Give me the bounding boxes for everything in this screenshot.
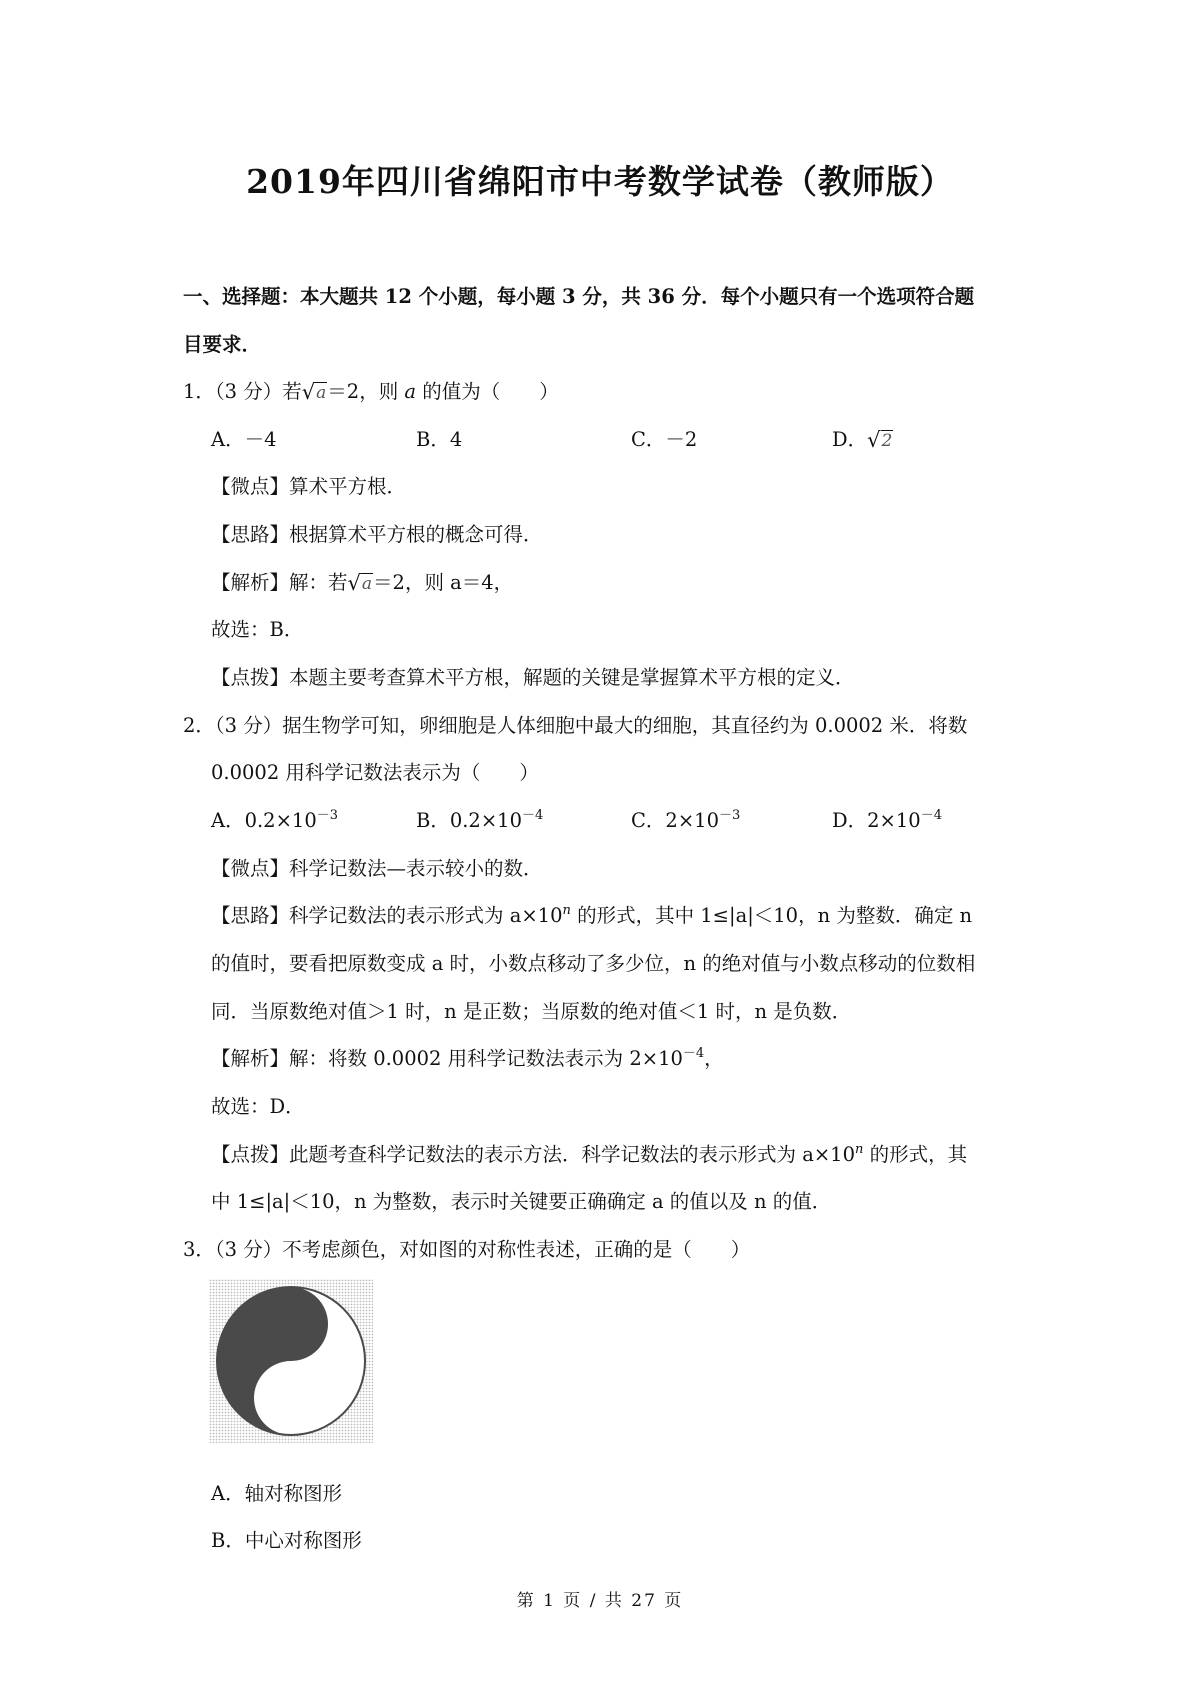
q1-prefix: 1．（3 分）若 <box>183 380 302 403</box>
q1-option-c: C．－2 <box>631 428 698 451</box>
q1-option-a: A．－4 <box>211 428 277 451</box>
question-2-stem-line1: 2．（3 分）据生物学可知，卵细胞是人体细胞中最大的细胞，其直径约为 0.0002 米．将数 <box>183 714 968 737</box>
q1-silu: 【思路】根据算术平方根的概念可得． <box>211 523 543 546</box>
question-1-stem <box>183 379 559 405</box>
q2-silu-line3: 同．当原数绝对值＞1 时，n 是正数；当原数的绝对值＜1 时，n 是负数． <box>211 1000 852 1023</box>
q2-dianbo-line2: 中 1≤|a|＜10，n 为整数，表示时关键要正确确定 a 的值以及 n 的值． <box>211 1190 832 1213</box>
q1-suffix: 的值为（ ） <box>422 380 559 403</box>
q3-option-a: A．轴对称图形 <box>211 1482 343 1505</box>
q1-dianbo: 【点拨】本题主要考查算术平方根，解题的关键是掌握算术平方根的定义． <box>211 666 855 689</box>
sqrt-symbol: √a <box>301 380 327 404</box>
q1-option-d: D．√2 <box>832 428 893 452</box>
q1-mid: ＝2，则 <box>327 380 399 403</box>
q2-option-a: A．$0.2\times 10^{-3}$ <box>211 808 339 832</box>
section-header-line2: 目要求． <box>183 333 262 356</box>
sqrt-symbol: √a <box>347 571 373 595</box>
q1-jiexi: 【解析】解：若√a＝2，则 a＝4， <box>211 571 514 595</box>
question-3-stem: 3．（3 分）不考虑颜色，对如图的对称性表述，正确的是（ ） <box>183 1238 751 1261</box>
sqrt-symbol: √2 <box>867 428 893 452</box>
q1-weidian: 【微点】算术平方根． <box>211 475 407 498</box>
q2-silu-line2: 的值时，要看把原数变成 a 时，小数点移动了多少位，n 的绝对值与小数点移动的位数相 <box>211 952 976 975</box>
page-footer: 第 1 页 / 共 27 页 <box>516 1591 684 1611</box>
q2-option-b: B．$0.2\times 10^{-4}$ <box>416 808 544 832</box>
q1-var: a <box>404 380 417 403</box>
q2-silu-line1: 【思路】科学记数法的表示形式为 $a\times 10^n$ 的形式，其中 1≤|a|＜10，n 为整数．确定 n <box>211 903 973 927</box>
q2-option-d: D．$2\times 10^{-4}$ <box>832 808 942 832</box>
q2-option-c: C．$2\times 10^{-3}$ <box>631 808 741 832</box>
page-title: 2019年四川省绵阳市中考数学试卷（教师版） <box>246 162 954 201</box>
q2-answer: 故选：D． <box>211 1095 305 1118</box>
q2-weidian: 【微点】科学记数法—表示较小的数． <box>211 857 543 880</box>
q3-option-b: B．中心对称图形 <box>211 1529 362 1552</box>
yin-yang-icon <box>209 1279 373 1443</box>
q2-jiexi: 【解析】解：将数 0.0002 用科学记数法表示为 $2\times 10^{-4}$， <box>211 1046 724 1070</box>
q2-dianbo-line1: 【点拨】此题考查科学记数法的表示方法．科学记数法的表示形式为 $a\times 10^n$ 的形式，其 <box>211 1142 968 1166</box>
question-2-stem-line2: 0.0002 用科学记数法表示为（ ） <box>211 761 539 784</box>
q1-answer: 故选：B． <box>211 618 304 641</box>
q1-option-b: B．4 <box>416 428 463 451</box>
section-header-line1: 一、选择题：本大题共 12 个小题，每小题 3 分，共 36 分．每个小题只有一个选项符合题 <box>183 285 975 308</box>
